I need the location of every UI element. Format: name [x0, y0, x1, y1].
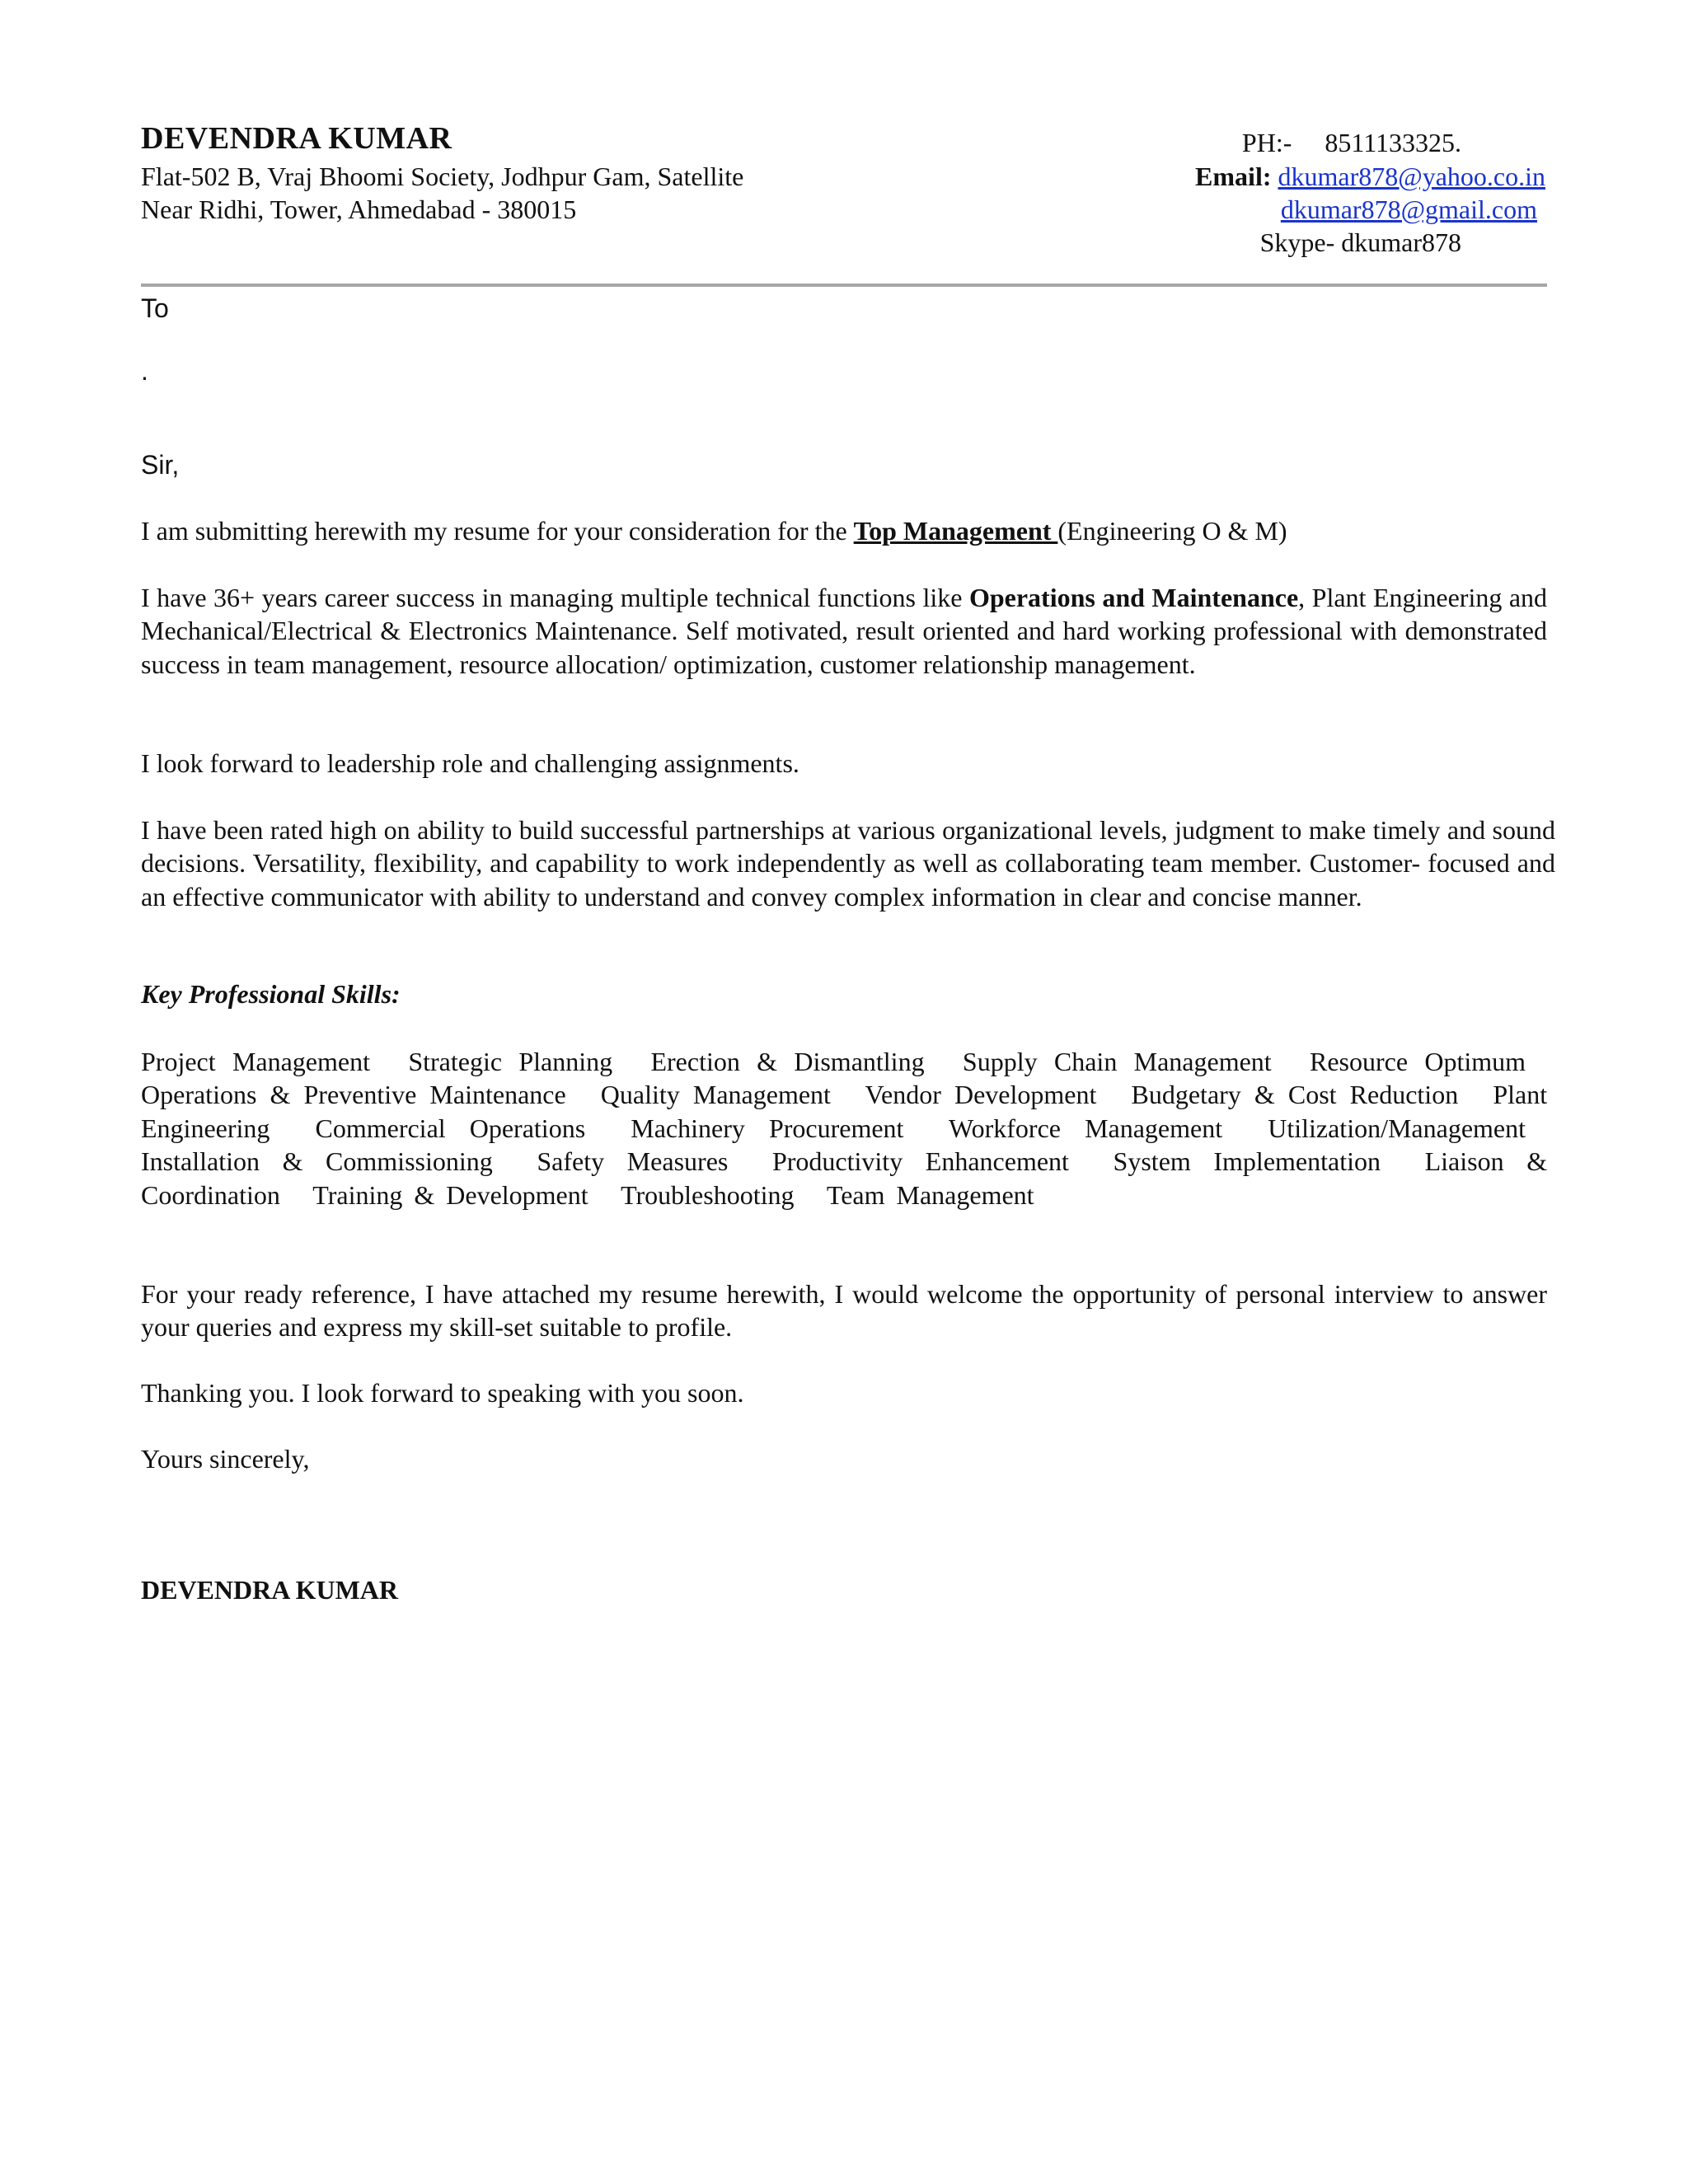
intro-role-detail: (Engineering O & M) — [1057, 516, 1287, 546]
email-link-yahoo[interactable]: dkumar878@yahoo.co.in — [1278, 162, 1545, 191]
skill-item: Commercial Operations — [315, 1113, 586, 1143]
phone-number: 8511133325. — [1325, 128, 1461, 157]
thanks-paragraph: Thanking you. I look forward to speaking with you soon. — [141, 1378, 744, 1408]
experience-text-start: I have 36+ years career success in managing multiple technical functions like — [141, 583, 969, 612]
strengths-paragraph: I have been rated high on ability to build successful partnerships at various organizational levels, judgment to make timely and sound decisions. Versatility, flexibility, and capability to work independently as well as collaborating team member. Customer- focused and an effective communicator with ability to understand and convey complex information in clear and concise manner. — [141, 815, 1555, 912]
skill-item: Project Management — [141, 1047, 370, 1076]
skill-item: Troubleshooting — [621, 1179, 795, 1210]
target-role: Top Management — [853, 516, 1058, 546]
skill-item: Liaison & Coordination — [141, 1146, 1548, 1210]
experience-paragraph — [141, 581, 1547, 681]
sender-name: DEVENDRA KUMAR — [141, 121, 452, 156]
email-label: Email: — [1195, 162, 1272, 191]
skills-heading: Key Professional Skills: — [141, 979, 401, 1009]
skill-item: Plant Engineering — [141, 1080, 1548, 1143]
signature-name: DEVENDRA KUMAR — [141, 1575, 398, 1605]
skill-item: Workforce Management — [948, 1113, 1223, 1143]
experience-text-end: , Plant Engineering and Mechanical/Electrical & Electronics Maintenance. Self motivated, result oriented and hard working professional with demonstrated success in team management, resource allocation/ optimization, customer relationship management. — [141, 583, 1548, 679]
skill-item: Machinery Procurement — [631, 1113, 904, 1143]
email-line-1 — [1195, 162, 1545, 192]
skill-item: Supply Chain Management — [962, 1047, 1272, 1076]
skill-item: System Implementation — [1113, 1146, 1381, 1177]
salutation: Sir, — [141, 450, 180, 480]
skill-item: Operations & Preventive Maintenance — [141, 1080, 566, 1110]
skill-item: Safety Measures — [537, 1146, 729, 1177]
skill-item: Erection & Dismantling — [650, 1047, 925, 1076]
skill-item: Productivity Enhancement — [771, 1146, 1069, 1177]
skill-item: Resource Optimum — [1310, 1047, 1526, 1076]
skills-list — [141, 1045, 1547, 1212]
skill-item: Installation & Commissioning — [141, 1146, 493, 1177]
skill-item: Utilization/Management — [1268, 1113, 1526, 1143]
header-divider — [141, 284, 1547, 287]
skill-item: Vendor Development — [865, 1080, 1097, 1110]
skill-item: Strategic Planning — [408, 1047, 613, 1076]
recipient-to: To — [141, 293, 169, 323]
skill-item: Quality Management — [600, 1080, 831, 1110]
leadership-paragraph: I look forward to leadership role and challenging assignments. — [141, 748, 799, 778]
address-line-1: Flat-502 B, Vraj Bhoomi Society, Jodhpur Gam, Satellite — [141, 162, 744, 191]
skill-item: Team Management — [826, 1179, 1034, 1210]
recipient-placeholder: . — [141, 356, 148, 386]
intro-paragraph — [141, 514, 1547, 547]
skill-item: Training & Development — [312, 1179, 588, 1210]
experience-highlight: Operations and Maintenance — [968, 583, 1299, 612]
email-link-gmail[interactable]: dkumar878@gmail.com — [1280, 194, 1537, 224]
email-line-2 — [1281, 194, 1537, 225]
closing: Yours sincerely, — [141, 1444, 310, 1474]
address-line-2: Near Ridhi, Tower, Ahmedabad - 380015 — [141, 194, 577, 224]
skill-item: Budgetary & Cost Reduction — [1131, 1080, 1459, 1110]
phone-label: PH:- — [1241, 128, 1292, 157]
intro-text: I am submitting herewith my resume for your consideration for the — [141, 516, 854, 546]
phone-line — [1242, 128, 1461, 158]
skype-id: Skype- dkumar878 — [1259, 227, 1461, 257]
reference-paragraph: For your ready reference, I have attached my resume herewith, I would welcome the opportunity of personal interview to answer your queries and express my skill-set suitable to profile. — [141, 1279, 1547, 1343]
